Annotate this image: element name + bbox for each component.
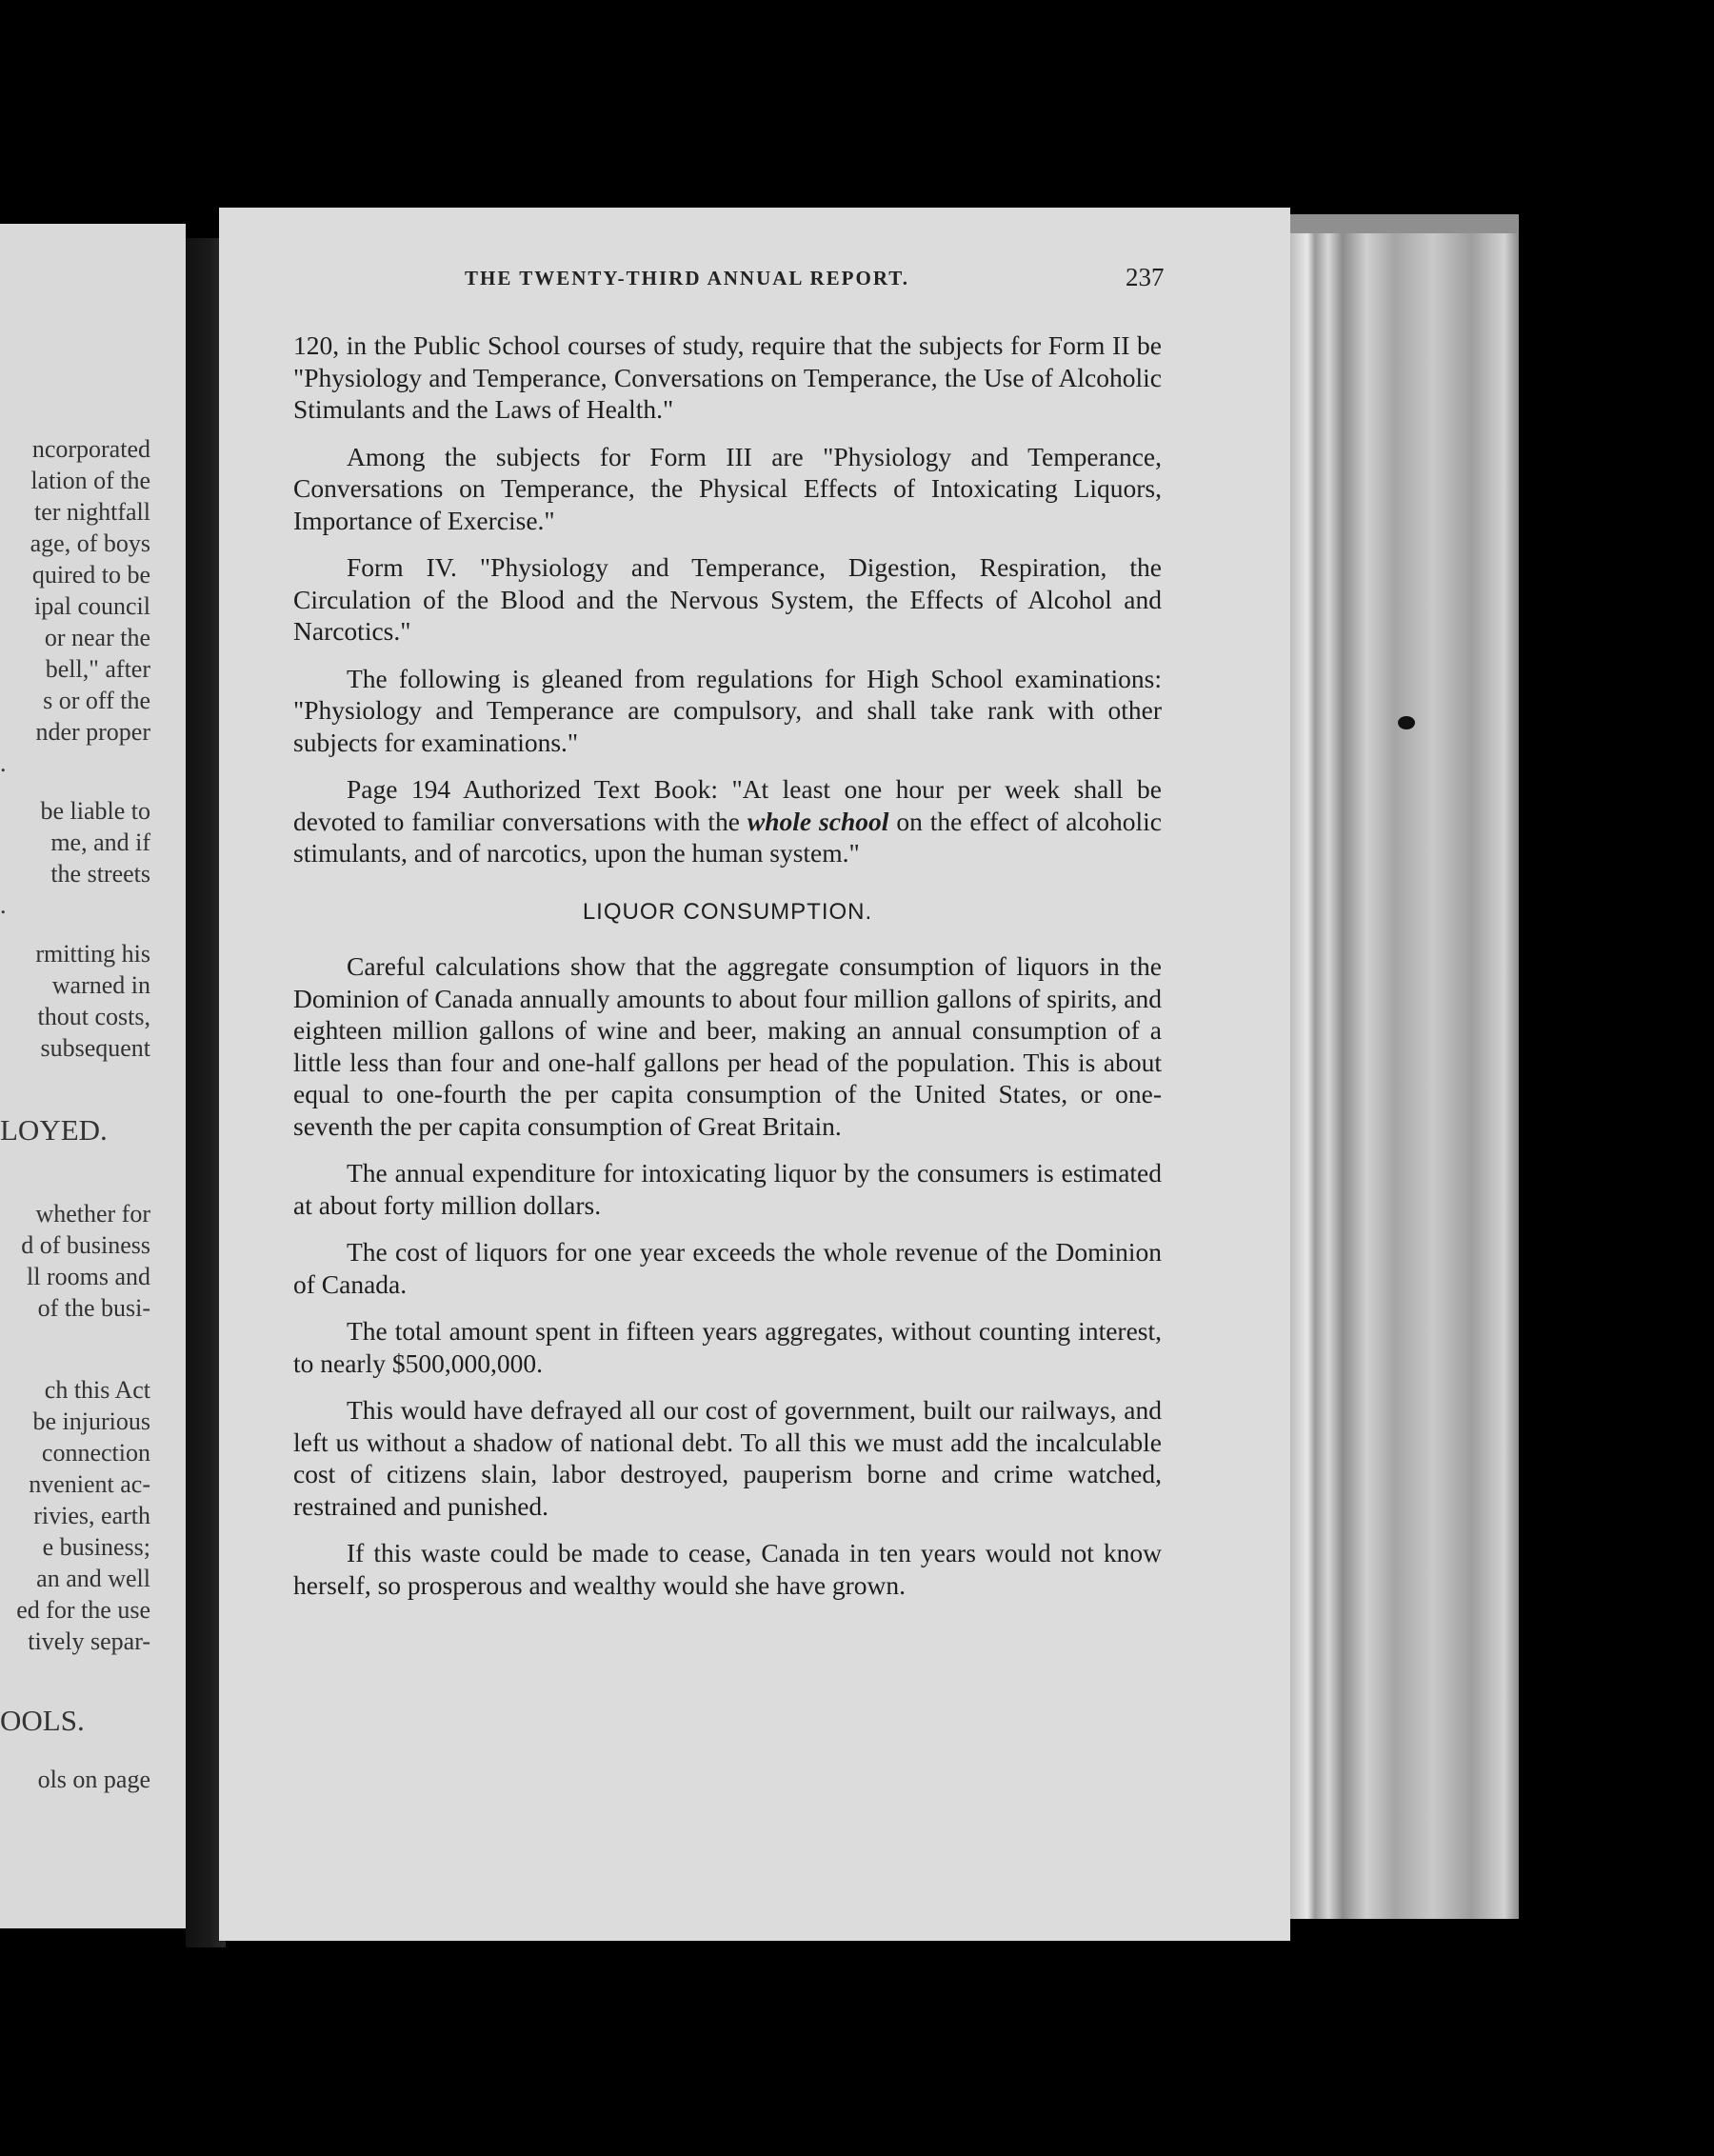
running-head: THE TWENTY-THIRD ANNUAL REPORT.: [465, 267, 909, 289]
left-page-line: or near the: [44, 624, 150, 651]
page-number: 237: [1126, 263, 1165, 291]
left-page-line: .: [0, 891, 7, 919]
paragraph: Form IV. "Physiology and Temperance, Digestion, Respiration, the Circulation of the Blood and the Nervous System, the Effects of Alcohol and Narcotics.": [293, 552, 1162, 646]
left-page-line: rivies, earth: [33, 1502, 150, 1529]
paragraph: Among the subjects for Form III are "Physiology and Temperance, Conversations on Temperance, the Physical Effects of Intoxicating Liquors, Importance of Exercise.": [293, 441, 1162, 535]
paragraph: Careful calculations show that the aggregate consumption of liquors in the Dominion of Canada annually amounts to about four million gallons of spirits, and eighteen million gallons of wine and beer, making an annual consumption of a little less than four and one-half gallons per head of the population. This is about equal to one-fourth the per capita consumption of the United States, or one-seventh the per capita consumption of Great Britain.: [293, 951, 1162, 1141]
page-edges: [1290, 214, 1519, 1919]
paragraph: The annual expenditure for intoxicating liquor by the consumers is estimated at about forty million dollars.: [293, 1158, 1162, 1220]
body-text: [293, 329, 1162, 1616]
left-page-line: quired to be: [31, 561, 150, 589]
left-page-line: nder proper: [35, 718, 150, 746]
paragraph: If this waste could be made to cease, Canada in ten years would not know herself, so prosperous and wealthy would she have grown.: [293, 1538, 1162, 1600]
paragraph: 120, in the Public School courses of study, require that the subjects for Form II be "Physiology and Temperance, Conversations on Temperance, the Use of Alcoholic Stimulants and the Laws of Health.": [293, 330, 1162, 424]
paragraph: The total amount spent in fifteen years aggregates, without counting interest, to nearly $500,000,000.: [293, 1316, 1162, 1378]
left-page-line: lation of the: [30, 467, 150, 494]
left-page-line: be injurious: [32, 1407, 150, 1435]
paragraph: This would have defrayed all our cost of government, built our railways, and left us without a shadow of national debt. To all this we must add the incalculable cost of citizens slain, labor destroyed, pauperism borne and crime watched, restrained and punished.: [293, 1395, 1162, 1521]
emphasized-text: whole school: [747, 806, 889, 836]
left-page-line: ter nightfall: [33, 498, 150, 526]
left-page-line: connection: [41, 1439, 150, 1467]
left-page-line: d of business: [21, 1231, 150, 1259]
left-page-line: rmitting his: [35, 940, 150, 968]
left-page-line: bell," after: [45, 655, 150, 683]
left-page-line: s or off the: [43, 687, 150, 714]
left-page-line: me, and if: [50, 828, 150, 856]
ink-spot: [1398, 716, 1415, 729]
paragraph: The cost of liquors for one year exceeds the whole revenue of the Dominion of Canada.: [293, 1237, 1162, 1299]
left-page-line: of the busi-: [37, 1294, 150, 1322]
main-page: [219, 208, 1290, 1941]
left-page-line: ed for the use: [16, 1596, 150, 1624]
left-page-line: ipal council: [33, 592, 150, 620]
left-page-line: warned in: [51, 971, 150, 999]
left-page-heading: OOLS.: [0, 1704, 85, 1737]
left-page-line: ch this Act: [44, 1376, 150, 1404]
left-page-line: .: [0, 749, 7, 777]
left-page-line: ols on page: [37, 1766, 150, 1793]
left-page-line: ll rooms and: [27, 1263, 150, 1290]
left-page-line: be liable to: [40, 797, 150, 825]
left-page-heading: LOYED.: [0, 1113, 108, 1147]
left-page-line: tively separ-: [28, 1627, 150, 1655]
left-page-line: subsequent: [40, 1034, 150, 1062]
left-facing-page: [0, 224, 186, 1928]
paragraph-text: on the effect of alcoholic stimulants, and of narcotics, upon the human system.": [293, 806, 1162, 868]
left-page-line: the streets: [50, 860, 150, 888]
page-edges-shadow: [1290, 214, 1519, 233]
left-page-line: e business;: [42, 1533, 150, 1561]
left-page-line: age, of boys: [30, 529, 150, 557]
left-page-line: thout costs,: [37, 1003, 150, 1030]
paragraph: [293, 773, 1162, 869]
left-page-line: an and well: [36, 1565, 150, 1592]
left-page-line: ncorporated: [31, 435, 150, 463]
section-heading: LIQUOR CONSUMPTION.: [582, 898, 873, 925]
left-page-line: whether for: [35, 1200, 150, 1228]
paragraph: The following is gleaned from regulations for High School examinations: "Physiology and Temperance are compulsory, and shall take rank with other subjects for examinations.": [293, 663, 1162, 757]
paragraph-text: Page 194 Authorized Text Book: "At least one hour per week shall be devoted to familiar conversations with the: [293, 774, 1162, 836]
left-page-line: nvenient ac-: [29, 1470, 150, 1498]
